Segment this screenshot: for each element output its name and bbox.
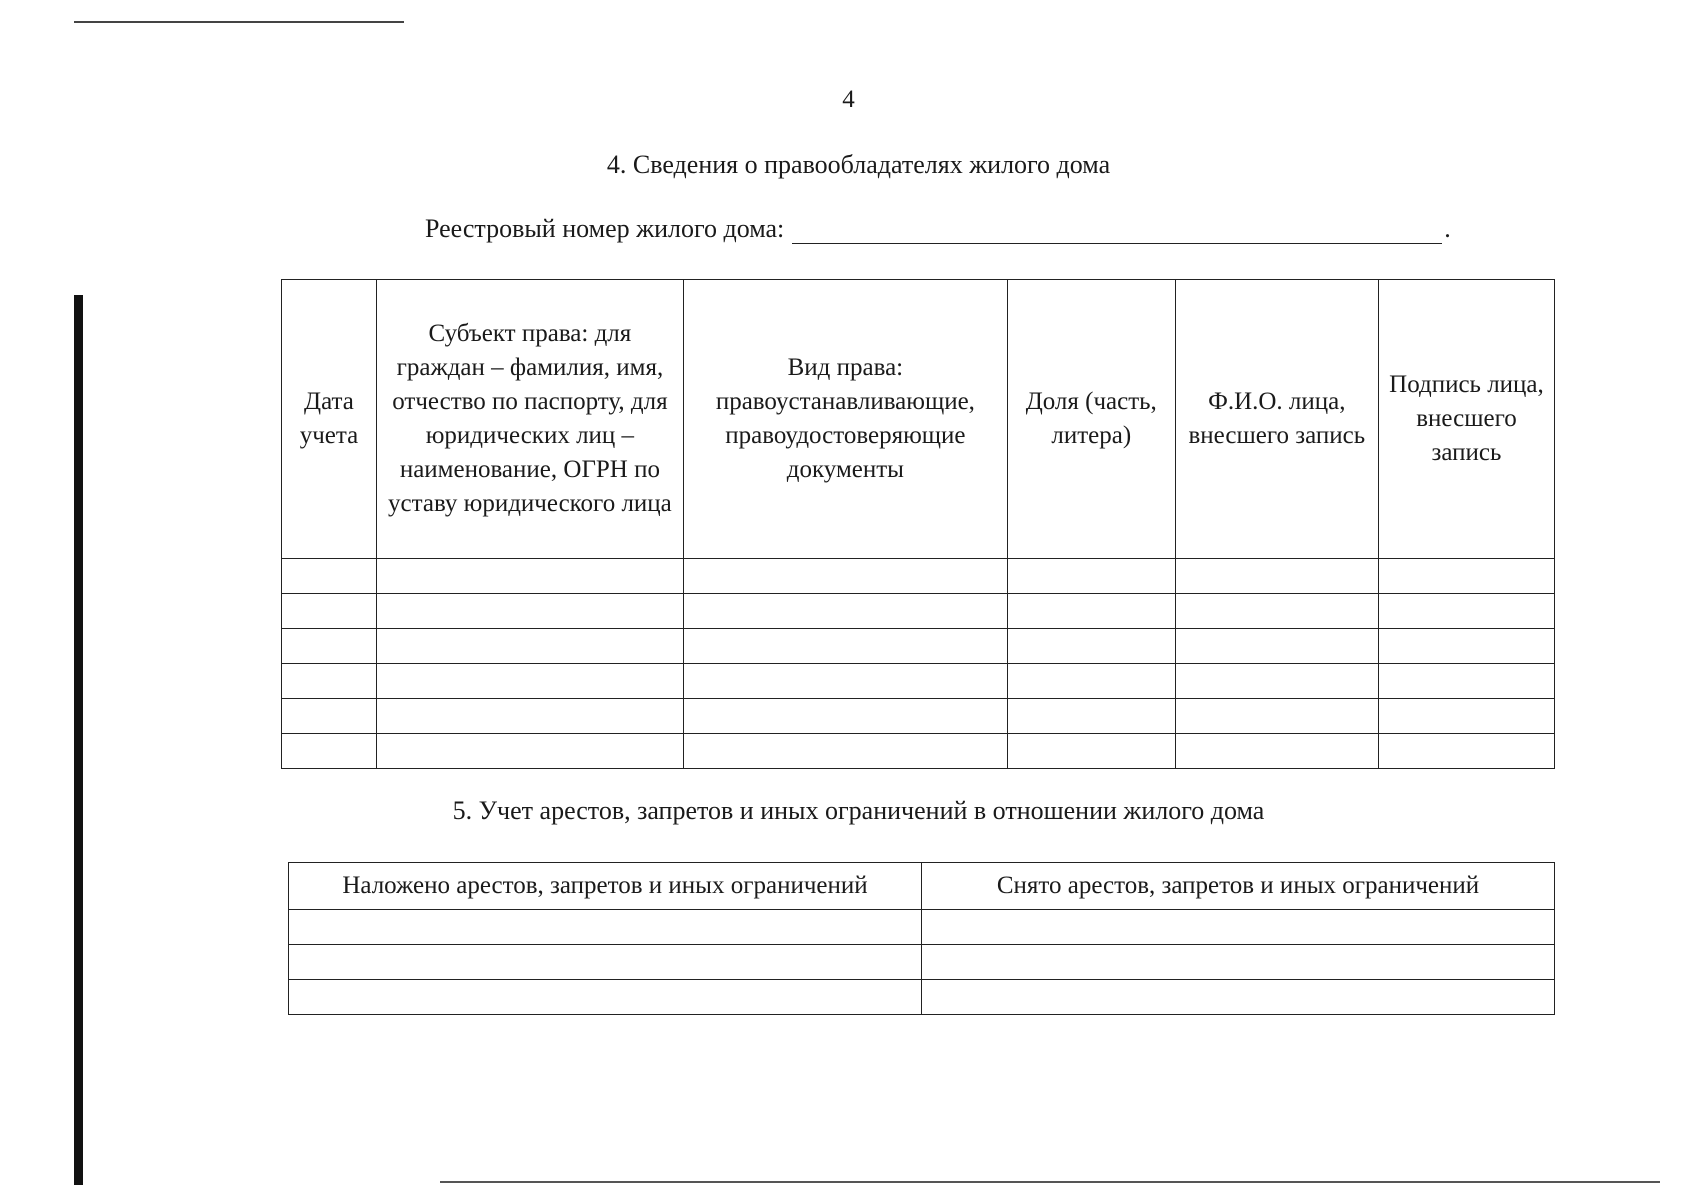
table-cell[interactable] — [1007, 734, 1175, 769]
table-cell[interactable] — [1175, 594, 1378, 629]
table-row — [282, 629, 1555, 664]
column-header-recorder-signature: Подпись лица, внесшего запись — [1378, 280, 1554, 559]
column-header-subject: Субъект права: для граждан – фамилия, имя, отчество по паспорту, для юридических лиц – наименование, ОГРН по уставу юридического лица — [376, 280, 683, 559]
table-cell[interactable] — [1378, 664, 1554, 699]
table-cell[interactable] — [683, 629, 1007, 664]
table-cell[interactable] — [1378, 594, 1554, 629]
table-cell[interactable] — [376, 559, 683, 594]
table-cell[interactable] — [683, 594, 1007, 629]
section-4-title: 4. Сведения о правообладателях жилого дома — [606, 150, 1111, 179]
table-cell[interactable] — [922, 980, 1555, 1015]
table-cell[interactable] — [376, 664, 683, 699]
table-row — [282, 664, 1555, 699]
scan-edge-top-line — [74, 21, 404, 23]
table-cell[interactable] — [282, 734, 377, 769]
column-header-imposed: Наложено арестов, запретов и иных ограничений — [289, 863, 922, 910]
table-cell[interactable] — [376, 629, 683, 664]
table-cell[interactable] — [282, 629, 377, 664]
table-cell[interactable] — [1007, 594, 1175, 629]
scan-edge-bottom-line — [440, 1181, 1660, 1183]
column-header-lifted: Снято арестов, запретов и иных ограничений — [922, 863, 1555, 910]
arrests-table-header-row — [289, 863, 1555, 910]
table-cell[interactable] — [1378, 629, 1554, 664]
table-cell[interactable] — [1007, 629, 1175, 664]
arrests-table — [288, 862, 1555, 1015]
scan-edge-left-bar — [74, 295, 83, 1185]
table-cell[interactable] — [1175, 699, 1378, 734]
table-cell[interactable] — [1378, 559, 1554, 594]
table-cell[interactable] — [1378, 699, 1554, 734]
registry-number-label: Реестровый номер жилого дома: — [425, 214, 785, 243]
table-cell[interactable] — [1007, 699, 1175, 734]
table-cell[interactable] — [289, 945, 922, 980]
table-cell[interactable] — [376, 734, 683, 769]
table-cell[interactable] — [922, 910, 1555, 945]
table-cell[interactable] — [1175, 734, 1378, 769]
table-row — [289, 980, 1555, 1015]
table-row — [282, 699, 1555, 734]
registry-number-row — [425, 214, 1451, 244]
table-cell[interactable] — [1378, 734, 1554, 769]
table-cell[interactable] — [376, 594, 683, 629]
table-cell[interactable] — [1175, 629, 1378, 664]
registry-number-field[interactable] — [792, 217, 1442, 244]
table-cell[interactable] — [922, 945, 1555, 980]
page-number: 4 — [842, 86, 855, 113]
column-header-share: Доля (часть, литера) — [1007, 280, 1175, 559]
table-cell[interactable] — [683, 734, 1007, 769]
table-cell[interactable] — [282, 594, 377, 629]
table-row — [289, 945, 1555, 980]
table-cell[interactable] — [683, 699, 1007, 734]
section-5-title: 5. Учет арестов, запретов и иных ограничений в отношении жилого дома — [452, 796, 1265, 825]
table-row — [282, 734, 1555, 769]
table-cell[interactable] — [289, 910, 922, 945]
table-cell[interactable] — [282, 664, 377, 699]
table-cell[interactable] — [282, 699, 377, 734]
table-row — [282, 594, 1555, 629]
table-cell[interactable] — [1007, 664, 1175, 699]
table-cell[interactable] — [282, 559, 377, 594]
column-header-date: Дата учета — [282, 280, 377, 559]
table-cell[interactable] — [683, 559, 1007, 594]
table-cell[interactable] — [1175, 664, 1378, 699]
registry-number-end: . — [1444, 214, 1451, 243]
table-cell[interactable] — [1175, 559, 1378, 594]
owners-table-header-row — [282, 280, 1555, 559]
column-header-recorder-name: Ф.И.О. лица, внесшего запись — [1175, 280, 1378, 559]
table-cell[interactable] — [1007, 559, 1175, 594]
column-header-right-type: Вид права: правоустанавливающие, правоудостоверяющие документы — [683, 280, 1007, 559]
table-row — [282, 559, 1555, 594]
table-cell[interactable] — [376, 699, 683, 734]
owners-table — [281, 279, 1555, 769]
table-row — [289, 910, 1555, 945]
table-cell[interactable] — [683, 664, 1007, 699]
table-cell[interactable] — [289, 980, 922, 1015]
